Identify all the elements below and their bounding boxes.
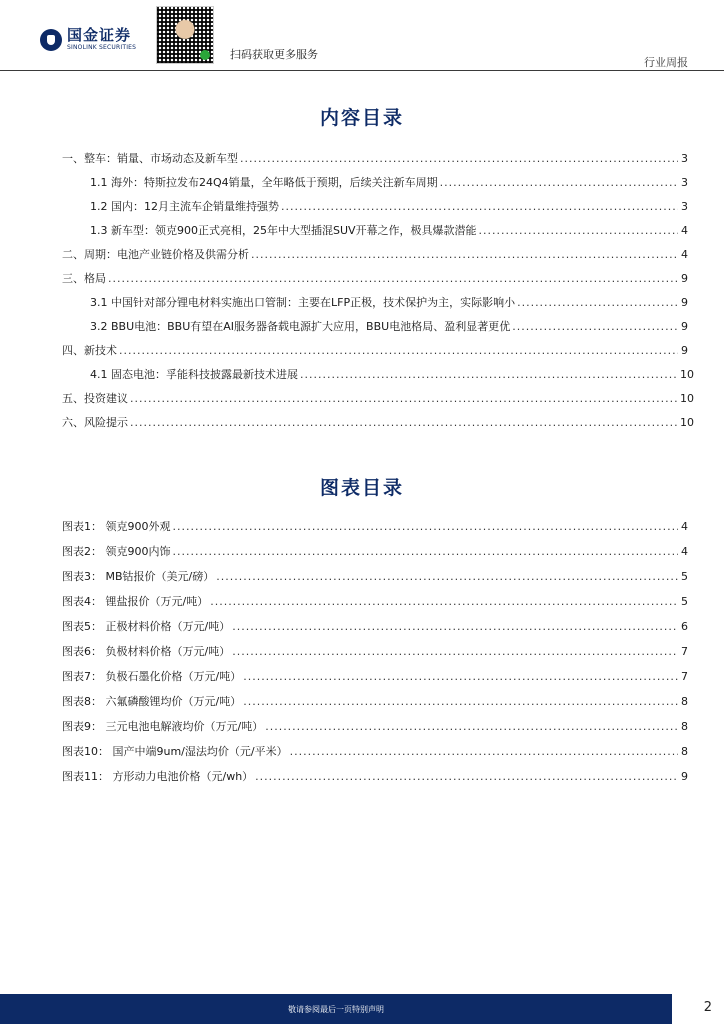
toc-entry[interactable] [62, 294, 688, 310]
figure-entry-label: 图表11： 方形动力电池价格（元/wh） [62, 770, 254, 783]
dot-leader [108, 272, 678, 285]
footer-disclaimer: 敬请参阅最后一页特别声明 [288, 1005, 384, 1014]
dot-leader [243, 670, 678, 683]
dot-leader [216, 570, 678, 583]
figure-entry[interactable] [62, 668, 688, 684]
dot-leader [173, 545, 679, 558]
figure-entry-page: 6 [681, 620, 688, 633]
figure-entry-label: 图表5： 正极材料价格（万元/吨） [62, 620, 231, 633]
dot-leader [173, 520, 679, 533]
toc-entry[interactable] [62, 150, 688, 166]
dot-leader [300, 368, 678, 381]
logo-chinese-name: 国金证券 [67, 26, 132, 44]
figure-entry[interactable] [62, 643, 688, 659]
figure-entry-page: 4 [681, 545, 688, 558]
toc-entry-label: 六、风险提示 [62, 416, 128, 429]
toc-entry-label: 1.2 国内：12月主流车企销量维持强势 [90, 200, 279, 213]
dot-leader [210, 595, 678, 608]
figure-entry-page: 9 [681, 770, 688, 783]
figure-entry-page: 7 [681, 645, 688, 658]
figure-entry-label: 图表9： 三元电池电解液均价（万元/吨） [62, 720, 264, 733]
company-logo [40, 28, 136, 51]
figure-entry[interactable] [62, 568, 688, 584]
figure-entry-label: 图表6： 负极材料价格（万元/吨） [62, 645, 231, 658]
figure-entry-page: 8 [681, 745, 688, 758]
toc-entry-page: 3 [681, 200, 688, 213]
toc-entry-page: 9 [681, 344, 688, 357]
toc-entry[interactable] [62, 342, 688, 358]
figure-entry-label: 图表1： 领克900外观 [62, 520, 171, 533]
toc-entry-page: 10 [680, 368, 694, 381]
figure-entry[interactable] [62, 593, 688, 609]
dot-leader [255, 770, 678, 783]
figure-entry-label: 图表10： 国产中端9um/湿法均价（元/平米） [62, 745, 288, 758]
dot-leader [243, 695, 678, 708]
figure-entry[interactable] [62, 768, 688, 784]
logo-english-name: SINOLINK SECURITIES [67, 44, 137, 51]
figure-entry-label: 图表2： 领克900内饰 [62, 545, 171, 558]
toc-entry-page: 9 [681, 296, 688, 309]
dot-leader [281, 200, 678, 213]
toc-entry[interactable] [62, 222, 688, 238]
logo-icon [40, 29, 62, 51]
dot-leader [290, 745, 678, 758]
figure-entry-label: 图表8： 六氟磷酸锂均价（万元/吨） [62, 695, 242, 708]
page-footer [0, 994, 724, 1024]
toc-entry-label: 3.2 BBU电池：BBU有望在AI服务器备载电源扩大应用，BBU电池格局、盈利显著更优 [90, 320, 511, 333]
figure-entry-page: 7 [681, 670, 688, 683]
toc-entry-label: 五、投资建议 [62, 392, 128, 405]
dot-leader [440, 176, 678, 189]
dot-leader [119, 344, 678, 357]
figure-entry[interactable] [62, 718, 688, 734]
toc-entry-label: 四、新技术 [62, 344, 117, 357]
wechat-badge-icon [200, 50, 210, 60]
dot-leader [130, 416, 678, 429]
toc-entry-label: 1.1 海外：特斯拉发布24Q4销量，全年略低于预期，后续关注新车周期 [90, 176, 438, 189]
qr-code-icon[interactable] [156, 6, 214, 64]
figure-entry-label: 图表7： 负极石墨化价格（万元/吨） [62, 670, 242, 683]
figure-entry[interactable] [62, 543, 688, 559]
dot-leader [130, 392, 678, 405]
toc-entry-page: 4 [681, 248, 688, 261]
figure-entry[interactable] [62, 618, 688, 634]
figure-entry-page: 5 [681, 595, 688, 608]
dot-leader [251, 248, 678, 261]
figure-entry-page: 8 [681, 695, 688, 708]
dot-leader [240, 152, 678, 165]
dot-leader [232, 645, 678, 658]
page-number: 2 [703, 1000, 712, 1015]
figures-title: 图表目录 [319, 477, 404, 499]
page-header [0, 0, 724, 70]
toc-entry-page: 3 [681, 152, 688, 165]
toc-entry[interactable] [62, 246, 688, 262]
figure-entry-page: 8 [681, 720, 688, 733]
toc-entry-label: 3.1 中国针对部分锂电材料实施出口管制：主要在LFP正极，技术保护为主，实际影响小 [90, 296, 516, 309]
toc-entry-page: 10 [680, 392, 694, 405]
toc-entry[interactable] [62, 390, 694, 406]
figure-entry[interactable] [62, 693, 688, 709]
toc-entry-page: 9 [681, 320, 688, 333]
toc-entry-page: 9 [681, 272, 688, 285]
contents-title: 内容目录 [319, 107, 404, 129]
toc-entry-label: 1.3 新车型：领克900正式亮相，25年中大型插混SUV开幕之作，极具爆款潜能 [90, 224, 477, 237]
toc-entry-label: 一、整车：销量、市场动态及新车型 [62, 152, 238, 165]
toc-entry[interactable] [62, 270, 688, 286]
toc-entry-label: 二、周期：电池产业链价格及供需分析 [62, 248, 249, 261]
toc-entry[interactable] [62, 414, 694, 430]
qr-caption: 扫码获取更多服务 [230, 48, 318, 61]
figure-entry-page: 5 [681, 570, 688, 583]
toc-entry-page: 4 [681, 224, 688, 237]
dot-leader [517, 296, 678, 309]
dot-leader [265, 720, 678, 733]
figure-entry-page: 4 [681, 520, 688, 533]
figure-entry-label: 图表4： 锂盐报价（万元/吨） [62, 595, 209, 608]
dot-leader [512, 320, 678, 333]
figure-entry[interactable] [62, 743, 688, 759]
toc-entry-label: 三、格局 [62, 272, 106, 285]
toc-entry[interactable] [62, 174, 688, 190]
toc-entry-page: 3 [681, 176, 688, 189]
toc-entry-page: 10 [680, 416, 694, 429]
dot-leader [479, 224, 678, 237]
toc-entry[interactable] [62, 198, 688, 214]
toc-entry-label: 4.1 固态电池：孚能科技披露最新技术进展 [90, 368, 298, 381]
dot-leader [232, 620, 678, 633]
figure-entry-label: 图表3： MB钴报价（美元/磅） [62, 570, 215, 583]
report-category: 行业周报 [644, 56, 688, 69]
figure-entry[interactable] [62, 518, 688, 534]
header-divider [0, 70, 724, 71]
toc-entry[interactable] [62, 366, 694, 382]
toc-entry[interactable] [62, 318, 688, 334]
